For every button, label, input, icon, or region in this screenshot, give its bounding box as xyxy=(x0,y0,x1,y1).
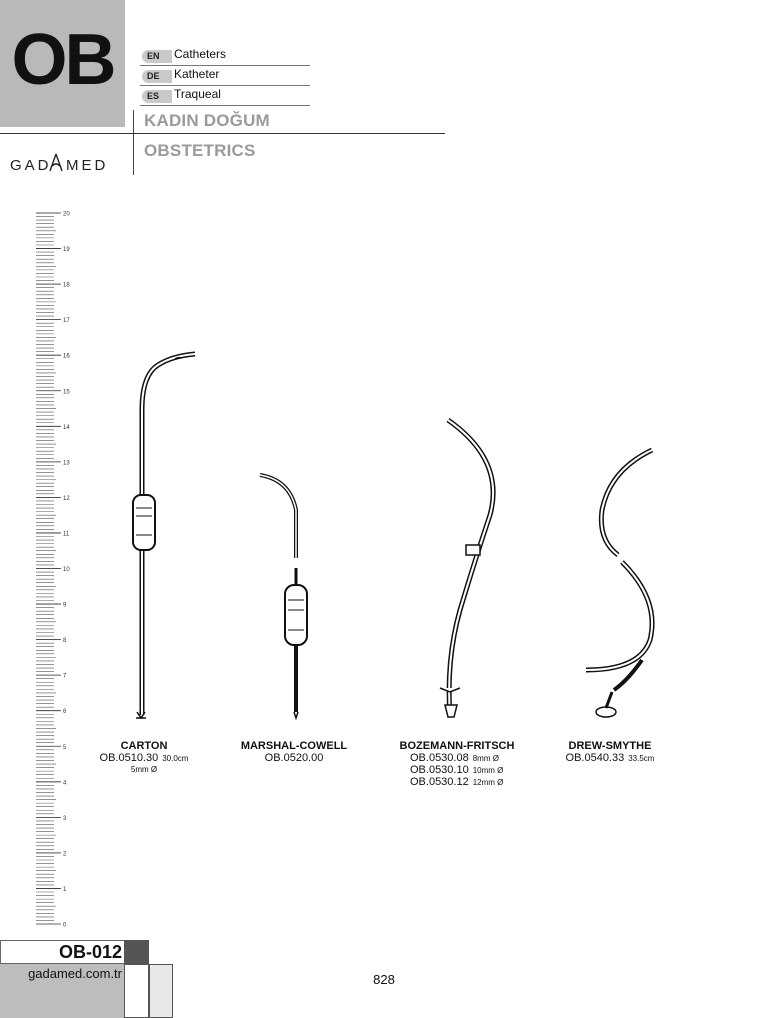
ruler-label: 3 xyxy=(63,815,67,822)
ruler-label: 17 xyxy=(63,318,70,325)
ruler-label: 4 xyxy=(63,780,67,787)
product-code-line xyxy=(234,752,354,764)
marshal-cowell-catheter-image xyxy=(260,475,307,718)
footer-box xyxy=(124,964,149,1018)
ruler-label: 5 xyxy=(63,744,67,751)
ruler-label: 14 xyxy=(63,424,70,431)
svg-text:MED: MED xyxy=(66,157,109,174)
language-label: Traqueal xyxy=(174,87,221,101)
product-code-line xyxy=(392,776,522,788)
ruler-label: 6 xyxy=(63,709,67,716)
page-number: 828 xyxy=(373,972,395,987)
ruler-label: 9 xyxy=(63,602,67,609)
ruler-label: 20 xyxy=(63,211,70,218)
product-code-line xyxy=(392,752,522,764)
carton-catheter-image xyxy=(133,354,195,718)
ruler-label: 2 xyxy=(63,851,67,858)
footer-box xyxy=(149,964,173,1018)
product-bozemann-fritsch xyxy=(392,740,522,788)
product-carton xyxy=(84,740,204,774)
product-note: 5mm Ø xyxy=(130,765,158,774)
ruler-label: 13 xyxy=(63,460,70,467)
product-name: CARTON xyxy=(120,740,168,752)
product-drew-smythe xyxy=(550,740,670,764)
drew-smythe-catheter-image xyxy=(586,450,652,717)
product-code-line xyxy=(392,764,522,776)
ruler-label: 8 xyxy=(63,638,67,645)
header-divider-vertical xyxy=(133,110,134,175)
language-tag: DE xyxy=(142,70,172,83)
section-title-en: OBSTETRICS xyxy=(144,141,256,160)
instrument-illustrations xyxy=(0,340,768,740)
product-size: 8mm Ø xyxy=(472,754,499,763)
ruler-label: 12 xyxy=(63,495,70,502)
ruler-label: 10 xyxy=(63,567,70,573)
svg-text:GAD: GAD xyxy=(10,157,52,174)
language-tag: EN xyxy=(142,50,172,63)
product-code-line xyxy=(550,752,670,764)
language-row-en xyxy=(140,47,310,66)
bozemann-fritsch-catheter-image xyxy=(440,420,493,717)
product-name: BOZEMANN-FRITSCH xyxy=(399,740,515,752)
product-size: 12mm Ø xyxy=(472,778,504,787)
product-size: 33.5cm xyxy=(628,754,655,763)
ruler-label: 11 xyxy=(63,531,70,538)
footer-website: gadamed.com.tr xyxy=(28,966,122,981)
ruler-label: 7 xyxy=(63,673,67,680)
header-divider-horizontal xyxy=(0,133,445,134)
product-code: OB.0530.08 xyxy=(410,752,469,764)
product-code: OB.0510.30 xyxy=(99,752,159,764)
ruler-label: 1 xyxy=(63,886,67,893)
product-name: MARSHAL-COWELL xyxy=(240,740,348,752)
ruler-label: 18 xyxy=(63,282,70,289)
product-name: DREW-SMYTHE xyxy=(568,740,652,752)
language-label: Catheters xyxy=(174,47,227,61)
language-label: Katheter xyxy=(174,67,220,81)
brand-logo xyxy=(8,150,128,176)
language-tag: ES xyxy=(142,90,172,103)
ruler-label: 19 xyxy=(63,247,70,254)
product-size: 10mm Ø xyxy=(472,766,504,775)
catalog-section-code: OB xyxy=(11,20,114,100)
section-title-tr: KADIN DOĞUM xyxy=(144,111,270,130)
product-code-line xyxy=(84,752,204,764)
product-code: OB.0520.00 xyxy=(264,752,324,764)
brand-logo-mark xyxy=(8,150,128,176)
product-code: OB.0540.33 xyxy=(565,752,625,764)
ruler-label: 0 xyxy=(63,922,67,928)
ruler-label: 15 xyxy=(63,389,70,396)
product-code: OB.0530.12 xyxy=(410,776,469,788)
footer-dark-tab xyxy=(124,940,149,964)
language-row-de xyxy=(140,67,310,86)
ruler-label: 16 xyxy=(63,353,70,360)
product-marshal-cowell xyxy=(234,740,354,764)
language-row-es xyxy=(140,87,310,106)
product-code: OB.0530.10 xyxy=(410,764,469,776)
product-size: 30.0cm xyxy=(162,754,189,763)
footer-page-code: OB-012 xyxy=(58,942,122,962)
